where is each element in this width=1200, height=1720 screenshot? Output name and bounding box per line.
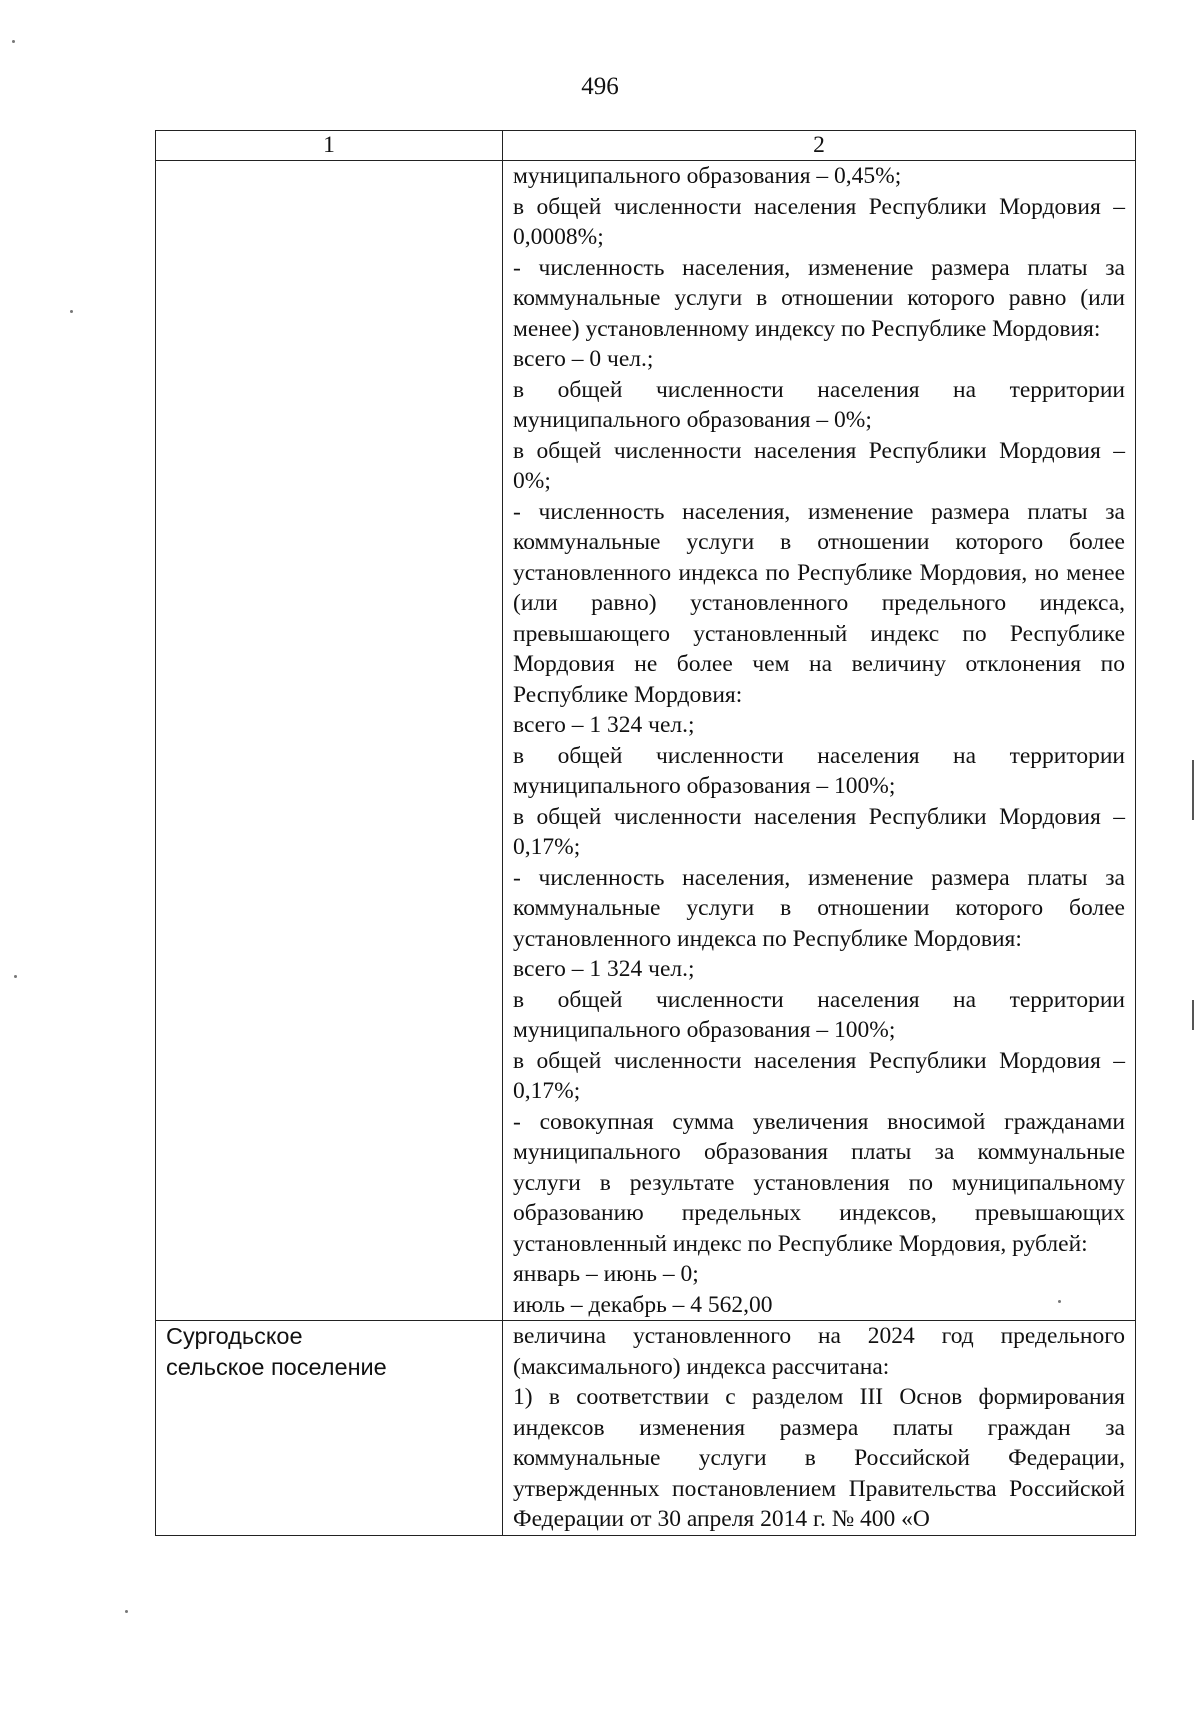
scan-speck: [70, 310, 73, 313]
paragraph-line: всего – 1 324 чел.;: [513, 956, 695, 982]
paragraph-line: июль – декабрь – 4 562,00: [513, 1291, 773, 1318]
paragraph-line: 1) в соответствии с разделом III Основ формирования индексов изменения размера платы граждан за коммунальные услуги в Российской Федерации, утвержденных постановлением Правительства Российской Федерации от 30 апреля 2014 г. № 400 «О: [513, 1384, 1125, 1532]
paragraph-line: всего – 1 324 чел.;: [513, 712, 695, 738]
scan-speck: [12, 40, 15, 43]
paragraph-line: величина установленного на 2024 год предельного (максимального) индекса рассчитана:: [513, 1323, 1125, 1380]
paragraph-line: в общей численности населения Республики Мордовия – 0,17%;: [513, 803, 1125, 860]
scan-speck: [1058, 1300, 1061, 1303]
municipality-name-line: Сургодьское: [166, 1323, 303, 1349]
paragraph-line: - совокупная сумма увеличения вносимой гражданами муниципального образования платы за коммунальные услуги в результате установления по муниципальному образованию предельных индексов, превышающих установленный индекс по Республике Мордовия, рублей:: [513, 1108, 1125, 1257]
paragraph-line: - численность населения, изменение размера платы за коммунальные услуги в отношении которого равно (или менее) установленному индексу по Республике Мордовия:: [513, 254, 1125, 342]
paragraph-line: в общей численности населения на территории муниципального образования – 100%;: [513, 986, 1125, 1043]
table-cell-municipality: [156, 1321, 503, 1536]
scan-edge-mark: [1192, 1000, 1194, 1030]
column-header-1: 1: [156, 131, 503, 161]
table-cell-municipality: [156, 161, 503, 1321]
document-table: [155, 130, 1136, 1536]
paragraph-line: - численность населения, изменение размера платы за коммунальные услуги в отношении которого более установленного индекса по Республике Мордовия, но менее (или равно) установленного предельного индекса, превышающего установленный индекс по Республике Мордовия не более чем на величину отклонения по Республике Мордовия:: [513, 498, 1125, 708]
municipality-name-line: сельское поселение: [166, 1353, 387, 1380]
paragraph-line: в общей численности населения на территории муниципального образования – 100%;: [513, 742, 1125, 799]
paragraph-line: муниципального образования – 0,45%;: [513, 163, 902, 189]
paragraph-line: в общей численности населения Республики Мордовия – 0,17%;: [513, 1047, 1125, 1104]
paragraph-line: январь – июнь – 0;: [513, 1261, 699, 1287]
scan-edge-mark: [1192, 760, 1194, 820]
table-row: [156, 1321, 1136, 1536]
column-header-2: 2: [503, 131, 1136, 161]
page-number: 496: [581, 73, 619, 100]
scan-speck: [125, 1610, 128, 1613]
paragraph-line: всего – 0 чел.;: [513, 346, 654, 372]
table-cell-description: [503, 161, 1136, 1321]
table-row: [156, 161, 1136, 1321]
table-cell-description: [503, 1321, 1136, 1536]
paragraph-line: в общей численности населения на территории муниципального образования – 0%;: [513, 376, 1125, 433]
paragraph-line: в общей численности населения Республики Мордовия – 0,0008%;: [513, 193, 1125, 250]
paragraph-line: - численность населения, изменение размера платы за коммунальные услуги в отношении которого более установленного индекса по Республике Мордовия:: [513, 864, 1125, 952]
scan-speck: [14, 975, 17, 978]
paragraph-line: в общей численности населения Республики Мордовия – 0%;: [513, 437, 1125, 494]
table-header-row: [156, 131, 1136, 161]
